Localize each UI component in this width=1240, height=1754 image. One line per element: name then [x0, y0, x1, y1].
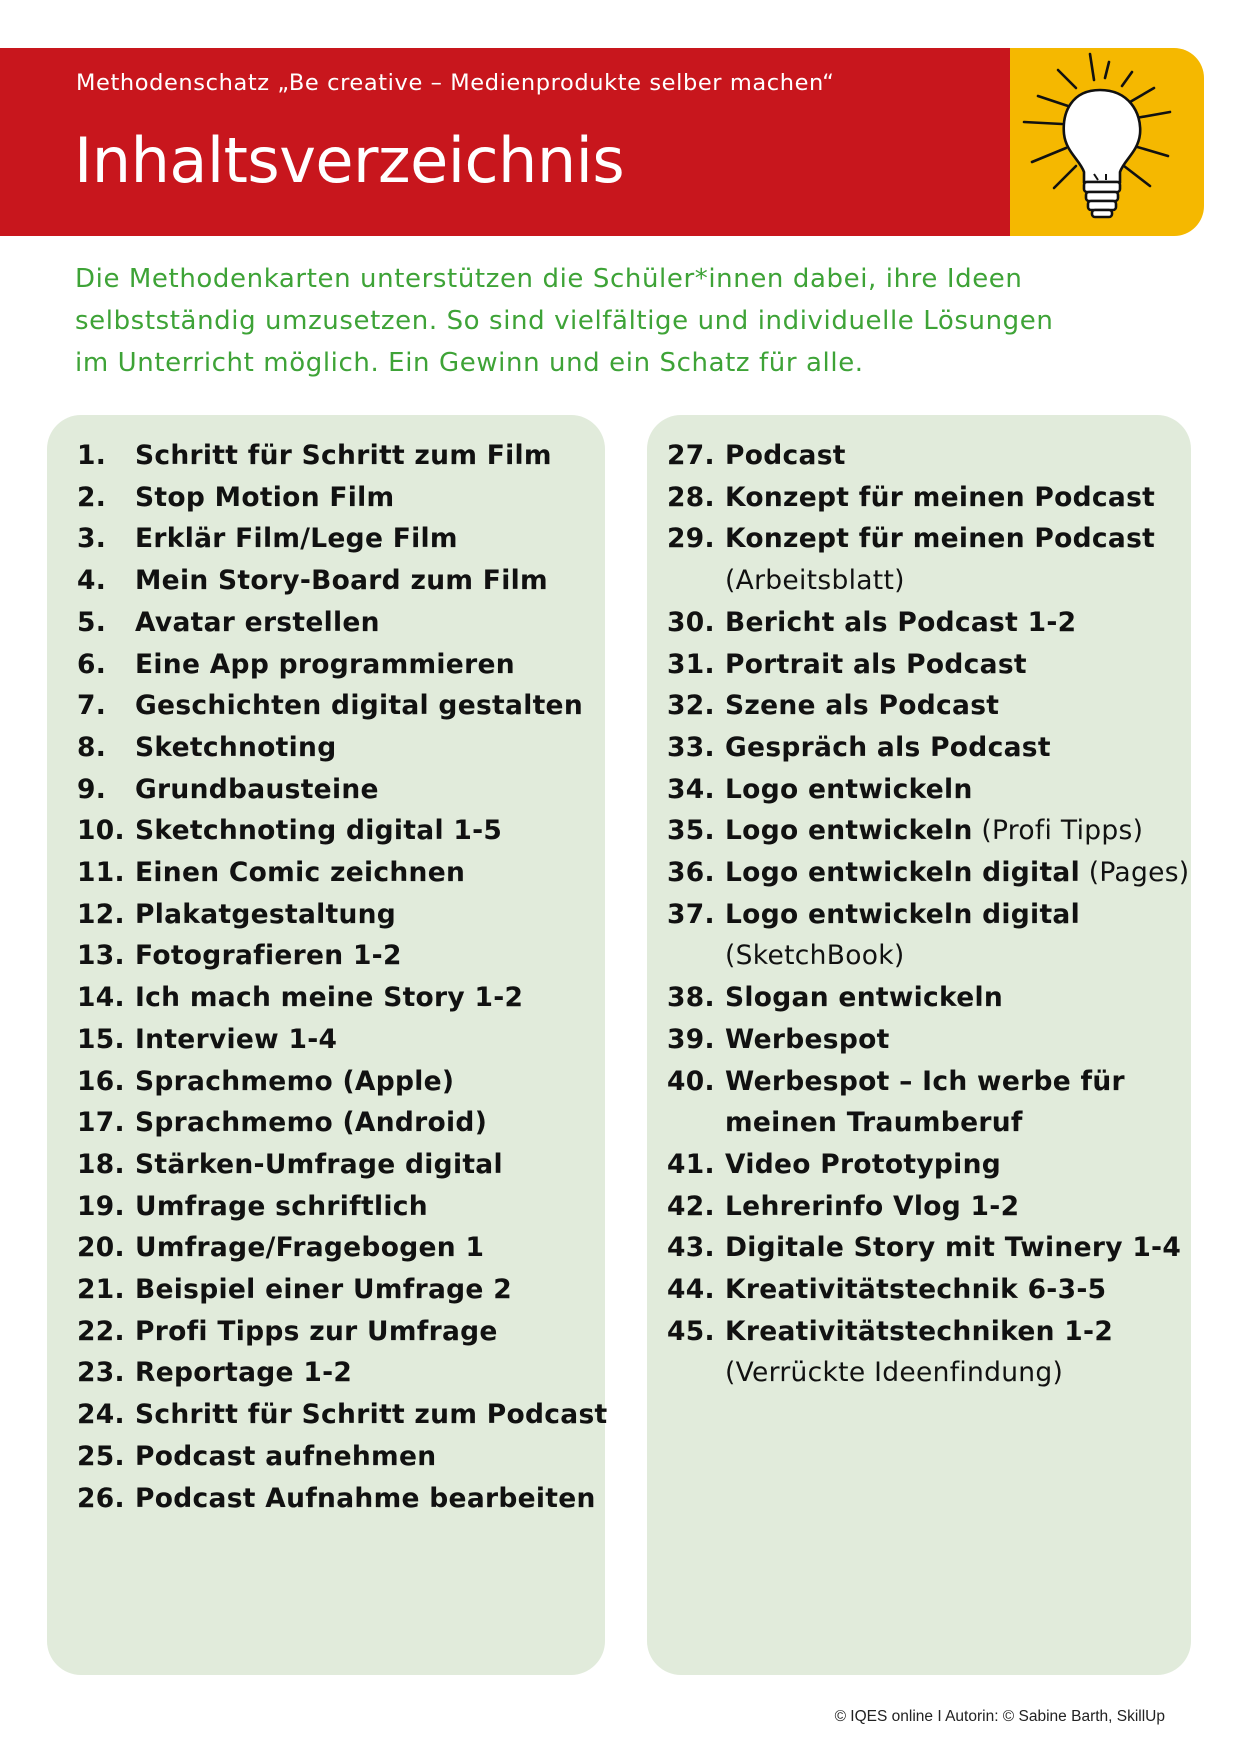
- toc-item: [77, 1269, 608, 1311]
- toc-item-title: Szene als Podcast: [725, 690, 1000, 722]
- toc-item-title: Podcast aufnehmen: [135, 1440, 437, 1472]
- toc-item-title: Sketchnoting digital 1-5: [135, 815, 503, 847]
- toc-item-number: 43.: [667, 1232, 715, 1264]
- toc-item-number: 35.: [667, 815, 715, 847]
- toc-item-title: Kreativitätstechniken 1-2: [725, 1315, 1114, 1347]
- toc-item: [77, 769, 608, 811]
- toc-item-title: Reportage 1-2: [135, 1357, 353, 1389]
- toc-item-title-continued: meinen Traumberuf: [725, 1107, 1023, 1139]
- toc-item-number: 13.: [77, 940, 125, 972]
- toc-item-title: Stop Motion Film: [135, 481, 395, 513]
- toc-item-number: 19.: [77, 1190, 125, 1222]
- toc-item-number: 34.: [667, 773, 715, 805]
- toc-item-title: Sprachmemo (Android): [135, 1107, 488, 1139]
- toc-item-title: Logo entwickeln: [725, 815, 973, 847]
- toc-item-title: Schritt für Schritt zum Podcast: [135, 1399, 608, 1431]
- lightbulb-icon: [1010, 48, 1204, 236]
- toc-item: [77, 644, 608, 686]
- toc-item-title: Lehrerinfo Vlog 1-2: [725, 1190, 1020, 1222]
- toc-item: [667, 602, 1189, 644]
- toc-item-title: Werbespot – Ich werbe für: [725, 1065, 1125, 1097]
- copyright-footer: © IQES online I Autorin: © Sabine Barth, SkillUp: [834, 1708, 1165, 1725]
- intro-line: im Unterricht möglich. Ein Gewinn und ein Schatz für alle.: [75, 348, 864, 378]
- toc-item-number: 9.: [77, 773, 107, 805]
- toc-item: [667, 727, 1189, 769]
- toc-item-number: 14.: [77, 982, 125, 1014]
- toc-item-number: 17.: [77, 1107, 125, 1139]
- toc-item-title: Plakatgestaltung: [135, 898, 397, 930]
- toc-item: [77, 1436, 608, 1478]
- toc-item-number: 28.: [667, 481, 715, 513]
- toc-item-title: Umfrage schriftlich: [135, 1190, 428, 1222]
- toc-item-number: 36.: [667, 857, 715, 889]
- page-title: Inhaltsverzeichnis: [74, 124, 625, 197]
- toc-item: [77, 1144, 608, 1186]
- toc-item: [667, 1227, 1189, 1269]
- header-red-bar: [0, 48, 1010, 236]
- toc-item-number: 10.: [77, 815, 125, 847]
- toc-item-number: 27.: [667, 440, 715, 471]
- toc-item: [77, 894, 608, 936]
- toc-item-number: 3.: [77, 523, 107, 555]
- toc-item-title: Schritt für Schritt zum Film: [135, 440, 552, 471]
- toc-item-number: 5.: [77, 606, 107, 638]
- toc-item-title: Werbespot: [725, 1023, 890, 1055]
- toc-item: [77, 727, 608, 769]
- intro-line: Die Methodenkarten unterstützen die Schüler*innen dabei, ihre Ideen: [75, 264, 1023, 294]
- toc-item-number: 24.: [77, 1399, 125, 1431]
- toc-item: [667, 769, 1189, 811]
- toc-item-title: Slogan entwickeln: [725, 982, 1004, 1014]
- toc-item: [77, 1102, 608, 1144]
- toc-item: [77, 435, 608, 477]
- toc-item: [667, 977, 1189, 1019]
- toc-item: [667, 1186, 1189, 1228]
- toc-item-subtitle: (Arbeitsblatt): [725, 565, 905, 597]
- toc-item: [77, 810, 608, 852]
- toc-item-number: 8.: [77, 731, 107, 763]
- toc-item-title: Logo entwickeln digital: [725, 898, 1080, 930]
- toc-item-title: Logo entwickeln: [725, 773, 973, 805]
- toc-item-title: Beispiel einer Umfrage 2: [135, 1274, 512, 1306]
- toc-item-title: Sketchnoting: [135, 731, 337, 763]
- toc-item-subtitle: (SketchBook): [725, 940, 905, 972]
- toc-item-number: 22.: [77, 1315, 125, 1347]
- toc-item-number: 20.: [77, 1232, 125, 1264]
- toc-item-number: 7.: [77, 690, 107, 722]
- toc-item: [667, 810, 1189, 852]
- toc-item-note: (Pages): [1079, 857, 1190, 889]
- toc-item-number: 29.: [667, 523, 715, 555]
- toc-column-left: [47, 415, 608, 1675]
- toc-item-number: 38.: [667, 982, 715, 1014]
- toc-item: [77, 852, 608, 894]
- toc-item-subtitle: (Verrückte Ideenfindung): [725, 1357, 1064, 1389]
- toc-item-number: 23.: [77, 1357, 125, 1389]
- toc-item-number: 44.: [667, 1274, 715, 1306]
- toc-item: [667, 894, 1189, 977]
- toc-item-number: 45.: [667, 1315, 715, 1347]
- toc-item-number: 6.: [77, 648, 107, 680]
- toc-item-number: 31.: [667, 648, 715, 680]
- toc-item: [77, 1061, 608, 1103]
- toc-item-title: Fotografieren 1-2: [135, 940, 402, 972]
- toc-item-note: (Profi Tipps): [972, 815, 1144, 847]
- toc-item: [667, 852, 1189, 894]
- intro-text: [75, 258, 1155, 384]
- toc-item: [667, 1061, 1189, 1144]
- toc-item-number: 15.: [77, 1023, 125, 1055]
- toc-item-number: 18.: [77, 1148, 125, 1180]
- toc-item: [77, 560, 608, 602]
- toc-item: [667, 644, 1189, 686]
- toc-item-number: 12.: [77, 898, 125, 930]
- toc-item-title: Video Prototyping: [725, 1148, 1002, 1180]
- toc-item-title: Gespräch als Podcast: [725, 731, 1051, 763]
- toc-item: [667, 1311, 1189, 1394]
- toc-item-title: Eine App programmieren: [135, 648, 515, 680]
- toc-item-number: 1.: [77, 440, 107, 471]
- toc-item-title: Einen Comic zeichnen: [135, 857, 466, 889]
- toc-item-title: Avatar erstellen: [135, 606, 380, 638]
- toc-item: [667, 1269, 1189, 1311]
- toc-item-title: Logo entwickeln digital: [725, 857, 1080, 889]
- toc-item-number: 37.: [667, 898, 715, 930]
- toc-item-number: 39.: [667, 1023, 715, 1055]
- toc-item-number: 25.: [77, 1440, 125, 1472]
- toc-list-left: [77, 435, 608, 1519]
- header-icon-box: [1010, 48, 1204, 236]
- toc-item: [77, 477, 608, 519]
- toc-item-title: Konzept für meinen Podcast: [725, 481, 1156, 513]
- toc-item-number: 32.: [667, 690, 715, 722]
- toc-item: [77, 1186, 608, 1228]
- toc-item: [77, 1311, 608, 1353]
- toc-item-title: Kreativitätstechnik 6-3-5: [725, 1274, 1107, 1306]
- toc-item: [667, 685, 1189, 727]
- toc-item: [77, 1394, 608, 1436]
- toc-item-title: Geschichten digital gestalten: [135, 690, 583, 722]
- toc-item-number: 42.: [667, 1190, 715, 1222]
- toc-item: [667, 1019, 1189, 1061]
- toc-item: [77, 935, 608, 977]
- header-banner: [0, 48, 1240, 236]
- toc-item-number: 16.: [77, 1065, 125, 1097]
- toc-item: [667, 435, 1189, 477]
- toc-item-number: 40.: [667, 1065, 715, 1097]
- toc-item-title: Umfrage/Fragebogen 1: [135, 1232, 485, 1264]
- toc-item-title: Profi Tipps zur Umfrage: [135, 1315, 498, 1347]
- toc-item-title: Bericht als Podcast 1-2: [725, 606, 1077, 638]
- toc-item: [667, 518, 1189, 601]
- toc-item-title: Erklär Film/Lege Film: [135, 523, 458, 555]
- toc-item-number: 21.: [77, 1274, 125, 1306]
- intro-line: selbstständig umzusetzen. So sind vielfältige und individuelle Lösungen: [75, 306, 1054, 336]
- toc-item: [77, 518, 608, 560]
- toc-item: [77, 977, 608, 1019]
- toc-item-number: 4.: [77, 565, 107, 597]
- toc-item: [77, 1227, 608, 1269]
- toc-item-number: 30.: [667, 606, 715, 638]
- toc-item-number: 26.: [77, 1482, 125, 1514]
- toc-item-number: 33.: [667, 731, 715, 763]
- toc-item-number: 11.: [77, 857, 125, 889]
- toc-item-title: Digitale Story mit Twinery 1-4: [725, 1232, 1182, 1264]
- toc-item-title: Portrait als Podcast: [725, 648, 1027, 680]
- toc-item-title: Podcast: [725, 440, 846, 471]
- toc-column-right: [647, 415, 1191, 1675]
- toc-item: [77, 1478, 608, 1520]
- toc-item: [667, 1144, 1189, 1186]
- toc-item: [77, 685, 608, 727]
- header-subtitle: Methodenschatz „Be creative – Medienprodukte selber machen“: [76, 70, 835, 96]
- toc-item-number: 2.: [77, 481, 107, 513]
- toc-item-title: Mein Story-Board zum Film: [135, 565, 548, 597]
- toc-item-title: Interview 1-4: [135, 1023, 338, 1055]
- toc-item-title: Podcast Aufnahme bearbeiten: [135, 1482, 596, 1514]
- toc-item: [77, 602, 608, 644]
- toc-item-title: Grundbausteine: [135, 773, 379, 805]
- toc-item: [667, 477, 1189, 519]
- toc-item-title: Konzept für meinen Podcast: [725, 523, 1156, 555]
- toc-item-title: Ich mach meine Story 1-2: [135, 982, 524, 1014]
- toc-item-number: 41.: [667, 1148, 715, 1180]
- toc-item: [77, 1019, 608, 1061]
- toc-item-title: Stärken-Umfrage digital: [135, 1148, 503, 1180]
- toc-item-title: Sprachmemo (Apple): [135, 1065, 455, 1097]
- toc-list-right: [667, 435, 1189, 1394]
- toc-item: [77, 1352, 608, 1394]
